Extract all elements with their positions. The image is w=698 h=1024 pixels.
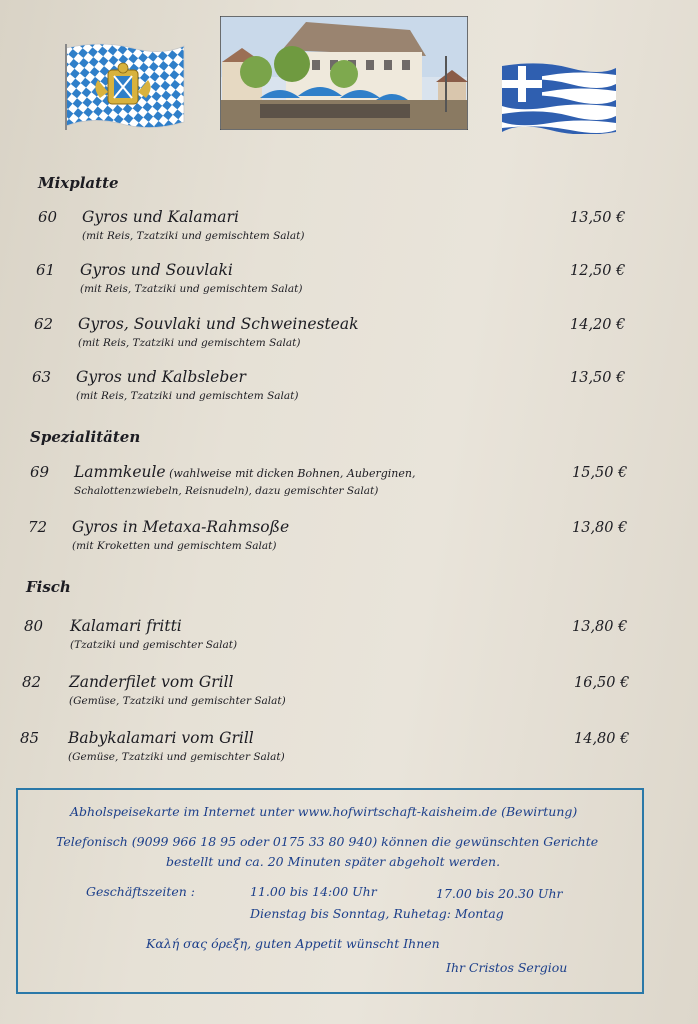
item-price: 14,20 € — [570, 317, 626, 333]
section-title-spezialitaeten: Spezialitäten — [30, 428, 141, 446]
item-number: 82 — [22, 673, 42, 691]
item-price: 12,50 € — [570, 263, 626, 279]
item-number: 85 — [20, 729, 40, 747]
menu-item — [24, 617, 684, 657]
item-description: (mit Reis, Tzatziki und gemischtem Salat) — [82, 230, 305, 242]
item-price: 14,80 € — [574, 731, 630, 747]
item-number: 72 — [28, 518, 48, 536]
greeting: Καλή σας όρεξη, guten Appetit wünscht Ihnen — [146, 936, 440, 951]
hours-lunch: 11.00 bis 14:00 Uhr — [250, 884, 377, 899]
item-name: Babykalamari vom Grill — [68, 729, 254, 747]
item-description: (Gemüse, Tzatziki und gemischter Salat) — [69, 695, 286, 707]
item-price: 13,50 € — [570, 210, 626, 226]
item-description: (Gemüse, Tzatziki und gemischter Salat) — [68, 751, 285, 763]
item-name: Gyros in Metaxa-Rahmsoße — [72, 518, 290, 536]
item-name: Gyros, Souvlaki und Schweinesteak — [78, 315, 359, 333]
item-number: 62 — [34, 315, 54, 333]
opening-days: Dienstag bis Sonntag, Ruhetag: Montag — [250, 906, 504, 921]
item-price: 13,80 € — [572, 520, 628, 536]
item-price: 15,50 € — [572, 465, 628, 481]
item-number: 61 — [36, 261, 56, 279]
item-price: 13,50 € — [570, 370, 626, 386]
hours-label: Geschäftszeiten : — [86, 884, 196, 899]
menu-item — [30, 463, 690, 503]
item-name: Kalamari fritti — [70, 617, 182, 635]
phone-order-note: Telefonisch (9099 966 18 95 oder 0175 33 80 940) können die gewünschten Gerichte — [56, 834, 599, 849]
menu-item — [20, 729, 680, 769]
item-number: 69 — [30, 463, 50, 481]
item-number: 60 — [38, 208, 58, 226]
signature: Ihr Cristos Sergiou — [446, 960, 568, 975]
item-description: (Tzatziki und gemischter Salat) — [70, 639, 238, 651]
item-name-text: Lammkeule — [74, 463, 166, 481]
menu-item — [32, 368, 692, 408]
menu-item — [38, 208, 698, 248]
menu-item — [28, 518, 688, 558]
greek-flag-image — [500, 62, 618, 134]
item-number: 80 — [24, 617, 44, 635]
item-description: Schalottenzwiebeln, Reisnudeln), dazu gemischter Salat) — [74, 485, 379, 497]
item-description: (mit Reis, Tzatziki und gemischtem Salat) — [80, 283, 303, 295]
header — [0, 0, 698, 150]
item-price: 16,50 € — [574, 675, 630, 691]
hours-evening: 17.00 bis 20.30 Uhr — [436, 886, 563, 901]
section-title-mixplatte: Mixplatte — [38, 174, 119, 192]
restaurant-photo — [220, 16, 468, 130]
pickup-note: bestellt und ca. 20 Minuten später abgeholt werden. — [166, 854, 501, 869]
item-name: Gyros und Kalamari — [82, 208, 239, 226]
info-box — [16, 788, 644, 994]
item-name: Gyros und Kalbsleber — [76, 368, 246, 386]
item-name: Gyros und Souvlaki — [80, 261, 233, 279]
menu-item — [34, 315, 694, 355]
menu-item — [36, 261, 696, 301]
section-title-fisch: Fisch — [26, 578, 71, 596]
item-options: (wahlweise mit dicken Bohnen, Auberginen, — [165, 467, 416, 480]
item-description: (mit Reis, Tzatziki und gemischtem Salat) — [76, 390, 299, 402]
bavarian-flag-image — [62, 40, 187, 130]
item-name: Zanderfilet vom Grill — [69, 673, 234, 691]
item-price: 13,80 € — [572, 619, 628, 635]
item-description: (mit Kroketten und gemischtem Salat) — [72, 540, 277, 552]
online-menu-note: Abholspeisekarte im Internet unter www.hofwirtschaft-kaisheim.de (Bewirtung) — [70, 804, 578, 819]
item-name — [74, 463, 415, 481]
item-number: 63 — [32, 368, 52, 386]
item-description: (mit Reis, Tzatziki und gemischtem Salat) — [78, 337, 301, 349]
menu-item — [22, 673, 682, 713]
